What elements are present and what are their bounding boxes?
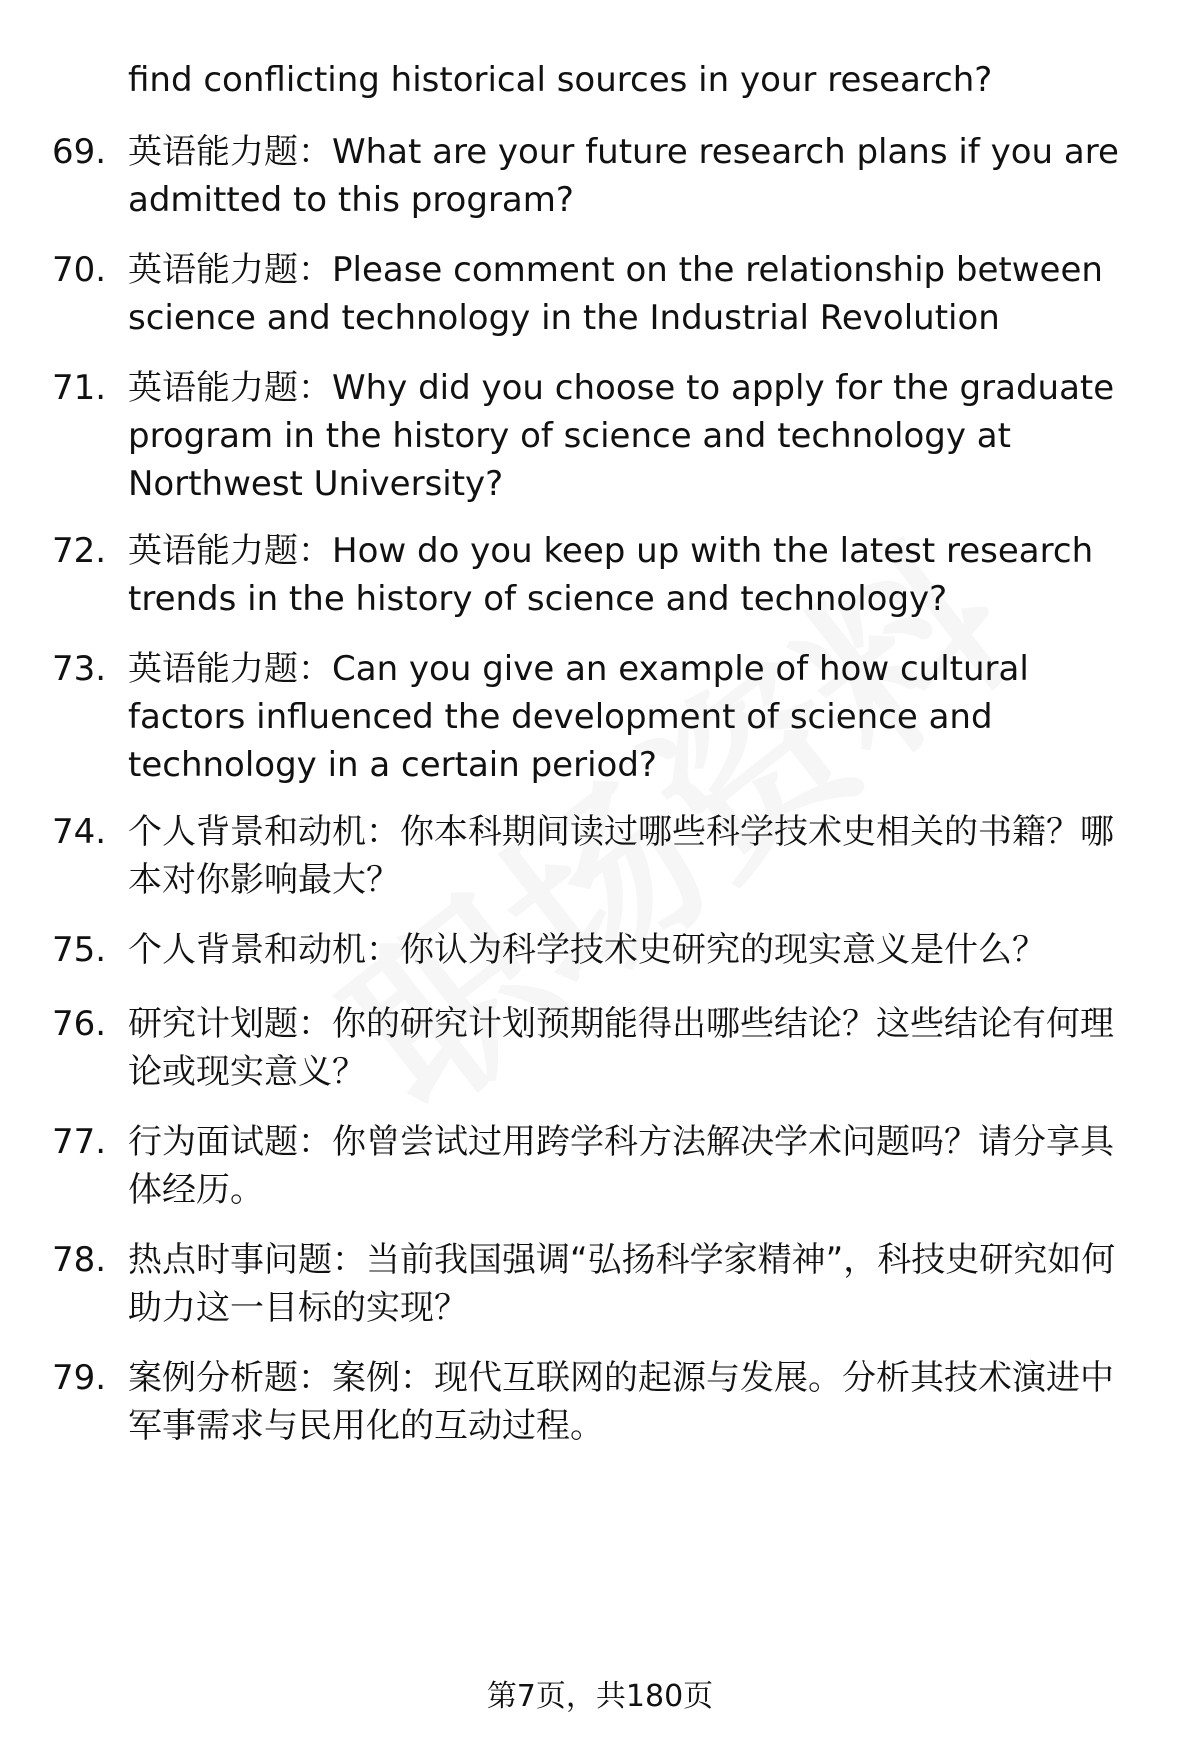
question-number: 72. (52, 531, 107, 571)
question-number: 76. (52, 1004, 107, 1044)
question-text: 英语能力题：What are your future research plans if you are admitted to this program? (128, 132, 1119, 220)
question-text: 英语能力题：Please comment on the relationship between science and technology in the Industrial Revolution (128, 250, 1103, 338)
question-text: 英语能力题：Why did you choose to apply for the graduate program in the history of science and technology at Northwest University? (128, 368, 1115, 504)
question-number: 79. (52, 1358, 107, 1398)
question-text: 英语能力题：How do you keep up with the latest research trends in the history of science and technology? (128, 531, 1094, 619)
question-text: 案例分析题：案例：现代互联网的起源与发展。分析其技术演进中军事需求与民用化的互动过程。 (128, 1358, 1114, 1446)
question-number: 77. (52, 1122, 107, 1162)
question-text: 研究计划题：你的研究计划预期能得出哪些结论？这些结论有何理论或现实意义？ (128, 1004, 1114, 1092)
question-number: 73. (52, 649, 107, 689)
question-text: 英语能力题：Can you give an example of how cultural factors influenced the development of science and technology in a certain period? (128, 649, 1029, 785)
page-footer: 第7页，共180页 (486, 1679, 714, 1714)
question-number: 75. (52, 930, 107, 970)
question-text: 热点时事问题：当前我国强调“弘扬科学家精神”，科技史研究如何助力这一目标的实现？ (128, 1240, 1116, 1328)
question-number: 78. (52, 1240, 107, 1280)
continued-question-text: find conflicting historical sources in your research? (128, 60, 993, 100)
question-text: 个人背景和动机：你本科期间读过哪些科学技术史相关的书籍？哪本对你影响最大？ (128, 812, 1114, 900)
question-text: 个人背景和动机：你认为科学技术史研究的现实意义是什么？ (128, 930, 1046, 970)
question-text: 行为面试题：你曾尝试过用跨学科方法解决学术问题吗？请分享具体经历。 (128, 1122, 1114, 1210)
question-number: 70. (52, 250, 107, 290)
question-number: 69. (52, 132, 107, 172)
question-number: 71. (52, 368, 107, 408)
question-number: 74. (52, 812, 107, 852)
